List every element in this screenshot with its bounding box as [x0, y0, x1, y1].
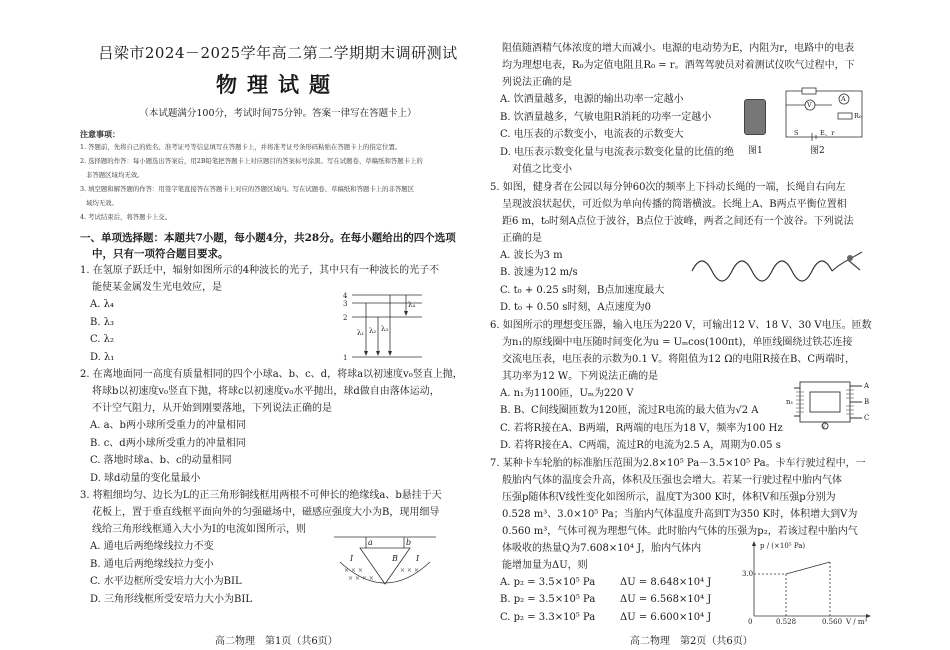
- x-tick-label: 0.528: [776, 617, 797, 626]
- question-stem: 将球b以初速度v₀竖直下抛，将球c以初速度v₀水平抛出，球d做自由落体运动，: [92, 386, 440, 397]
- option-c[interactable]: C. 落地时球a、b、c的动量相同: [90, 455, 232, 466]
- lambda-label: λ₁: [357, 329, 365, 337]
- option-c[interactable]: C. 水平边框所受安培力大小为BIL: [90, 576, 242, 587]
- question-stem: 体吸收的热量Q为7.608×10⁴ J，胎内气体内: [502, 542, 702, 554]
- coil-label: n₁: [786, 397, 794, 406]
- question-stem: 0.560 m³，气体可视为理想气体。此时胎内气体的压强为p₂，若该过程中胎内气: [502, 525, 858, 537]
- voltmeter-label: V: [822, 423, 826, 430]
- notice-item: 1. 答题前，先将自己的姓名、准考证号等信息填写在答题卡上，并将准考证号条形码粘贴在答题卡上的指定位置。: [80, 143, 402, 151]
- triangle-frame-diagram: [330, 534, 440, 596]
- question-stem: 均为理想电表，R₀为定值电阻且R₀ = r。酒驾驾驶员对着测试仪吹气过程中，下: [502, 60, 855, 71]
- terminal-label: C: [864, 413, 870, 422]
- notice-item: 域均无效。: [86, 199, 118, 207]
- x-axis-label: V / m³: [846, 617, 868, 626]
- rope-wave-diagram: [690, 246, 870, 296]
- svg-text:× × ×: × × ×: [344, 567, 363, 574]
- level-label: 1: [343, 354, 348, 362]
- option-c[interactable]: C. 若将R接在A、B两端，R两端的电压为18 V，频率为100 Hz: [500, 422, 783, 434]
- question-stem: 般胎内气体的温度会升高，体积及压强也会增大。若某一行驶过程中胎内气体: [502, 474, 842, 486]
- page-footer-right: 高二物理 第2页（共6页）: [630, 636, 753, 647]
- option-a[interactable]: A. n₁为1100匝，Uₘ为220 V: [500, 387, 634, 399]
- question-stem: 5. 如图，健身者在公园以每分钟60次的频率上下抖动长绳的一端，长绳自右向左: [490, 181, 846, 193]
- notice-item: 非答题区域均无效。: [86, 171, 144, 179]
- circuit-label: R₀: [854, 112, 862, 120]
- question-stem: 线给三角形线框通入大小为I的电流如图所示，则: [92, 524, 306, 535]
- question-stem: 呈现波浪状起伏，可近似为单向传播的简谐横波。长绳上A、B两点平衡位置相: [502, 198, 847, 210]
- option-energy: ΔU = 8.648×10⁴ J: [620, 576, 712, 588]
- question-2: [80, 367, 476, 487]
- question-7: [490, 456, 874, 629]
- transformer-diagram: [786, 378, 872, 430]
- option-a[interactable]: A. λ₄: [90, 299, 114, 310]
- option-pressure: [500, 626, 620, 628]
- question-stem: 花板上，置于垂直线框平面向外的匀强磁场中，磁感应强度大小为B，现用细导: [92, 507, 440, 518]
- exam-note: （本试题满分100分，考试时间75分钟。答案一律写在答题卡上）: [139, 108, 417, 119]
- notice-item: 4. 考试结束后，将答题卡上交。: [80, 213, 172, 221]
- question-stem: 为n₁的原线圈中电压随时间变化为u = Uₘcos(100πt)，单匝线圈绕过铁芯连接: [502, 336, 853, 348]
- thread-label: b: [406, 538, 412, 547]
- terminal-label: A: [864, 381, 870, 390]
- option-b[interactable]: B. c、d两小球所受重力的冲量相同: [90, 437, 246, 449]
- thread-label: a: [368, 538, 373, 547]
- exam-subject: 物理试题: [216, 72, 340, 97]
- option-c[interactable]: C. 电压表的示数变小，电流表的示数变大: [500, 129, 684, 140]
- option-a[interactable]: A. 波长为3 m: [500, 249, 563, 261]
- option-d-continued: 对值之比变小: [512, 164, 572, 175]
- section-heading: [80, 230, 476, 262]
- option-c[interactable]: C. λ₂: [90, 334, 114, 345]
- question-stem: 不计空气阻力，从开始到刚要落地，下列说法正确的是: [92, 403, 332, 414]
- y-tick-label: 3.0: [742, 569, 754, 578]
- question-5: [490, 180, 874, 317]
- svg-text:× × ×: × × ×: [400, 567, 419, 574]
- section-heading-line: 中，只有一项符合题目要求。: [92, 248, 229, 260]
- notice-item: 2. 选择题的作答：每小题选出答案后，用2B铅笔把答题卡上对应题目的答案标号涂黑。写在试题卷、草稿纸和答题卡上的: [80, 157, 423, 165]
- x-tick-label: 0.560: [822, 617, 843, 626]
- circuit-label: A: [841, 95, 846, 103]
- origin-label: 0: [748, 617, 753, 626]
- option-energy: ΔU = 6.600×10⁴ J: [620, 611, 712, 623]
- option-a[interactable]: A. a、b两小球所受重力的冲量相同: [90, 420, 246, 431]
- question-stem: 距6 m，t₀时刻A点位于波谷，B点位于波峰，两者之间还有一个波谷。下列说法: [502, 215, 854, 227]
- question-stem: 交流电压表，电压表的示数为0.1 V。将阻值为12 Ω的电阻R接在B、C两端时，: [502, 353, 856, 365]
- lambda-label: λ₄: [408, 301, 416, 309]
- page-right: [490, 38, 874, 628]
- question-stem: 列说法正确的是: [502, 77, 572, 88]
- option-a[interactable]: A. 通电后两绝缘线拉力不变: [90, 541, 214, 552]
- energy-level-diagram: [342, 291, 428, 363]
- notice-title: 注意事项：: [80, 129, 120, 139]
- option-d[interactable]: D. 电压表示数变化量与电流表示数变化量的比值的绝: [500, 146, 735, 158]
- figure-1-caption: 图1: [748, 146, 763, 156]
- option-d[interactable]: [490, 626, 874, 628]
- current-label: I: [416, 554, 420, 563]
- option-d[interactable]: D. 若将R接在A、C两端，流过R的电流为2.5 A，周期为0.05 s: [500, 440, 781, 451]
- option-pressure: A. p₂ = 3.5×10⁵ Pa: [500, 576, 596, 588]
- question-stem: 能增加量为ΔU，则: [502, 559, 588, 571]
- exam-title: 吕梁市2024－2025学年高二第二学期期末调研测试: [98, 44, 458, 62]
- circuit-diagram: [782, 87, 866, 143]
- option-pressure: C. p₂ = 3.3×10⁵ Pa: [500, 611, 596, 623]
- page-footer-left: 高二物理 第1页（共6页）: [215, 636, 338, 647]
- option-energy: [620, 626, 711, 628]
- circuit-label: V: [807, 101, 812, 109]
- option-b[interactable]: B. B、C间线圈匝数为120匝，流过R电流的最大值为√2 A: [500, 405, 759, 416]
- question-6: [490, 318, 874, 455]
- lambda-label: λ₂: [369, 327, 377, 335]
- level-label: 2: [343, 314, 348, 322]
- question-4: [490, 38, 874, 179]
- pv-graph: [742, 540, 874, 626]
- option-c[interactable]: C. t₀ + 0.25 s时刻，B点加速度最大: [500, 284, 665, 296]
- field-label: B: [392, 554, 398, 563]
- circuit-label: S: [794, 129, 799, 137]
- notice-list: [80, 140, 476, 224]
- circuit-label: E、r: [820, 129, 835, 137]
- current-label: I: [350, 554, 354, 563]
- terminal-label: B: [864, 397, 870, 406]
- option-b[interactable]: B. 波速为12 m/s: [500, 267, 578, 278]
- notice-item: 3. 填空题和解答题的作答：用签字笔直接答在答题卡上对应的答题区域内。写在试题卷、草稿纸和答题卡上的非答题区: [80, 185, 415, 193]
- option-energy: ΔU = 6.568×10⁴ J: [620, 594, 712, 605]
- question-stem: 1. 在氢原子跃迁中，辐射如图所示的4种波长的光子，其中只有一种波长的光子不: [80, 265, 440, 276]
- y-axis-label: p / (×10⁵ Pa): [760, 541, 806, 550]
- figure-2-caption: 图2: [810, 146, 825, 156]
- option-pressure: B. p₂ = 3.5×10⁵ Pa: [500, 594, 596, 605]
- option-d[interactable]: D. 三角形线框所受安培力大小为BIL: [90, 593, 252, 605]
- option-d[interactable]: D. λ₁: [90, 351, 115, 363]
- question-stem: 0.528 m³、3.0×10⁵ Pa；当胎内气体温度升高到T为350 K时，体积增大到V为: [502, 508, 858, 520]
- question-stem: 阻值随酒精气体浓度的增大而减小。电源的电动势为E，内阻为r，电路中的电表: [502, 43, 855, 54]
- option-d[interactable]: D. t₀ + 0.50 s时刻，A点速度为0: [500, 302, 651, 313]
- option-b[interactable]: B. 通电后两绝缘线拉力变小: [90, 558, 214, 570]
- level-label: 4: [343, 292, 348, 300]
- question-stem: 正确的是: [502, 232, 542, 244]
- question-stem: 6. 如图所示的理想变压器，输入电压为220 V，可输出12 V、18 V、30 V电压。匝数: [490, 319, 872, 331]
- option-b[interactable]: B. λ₃: [90, 316, 115, 328]
- question-stem: [490, 38, 874, 40]
- question-stem: 压强p随体积V线性变化如图所示，温度T为300 K时，体积V和压强p分别为: [502, 491, 836, 503]
- section-heading-line: 一、单项选择题：本题共7小题，每小题4分，共28分。在每小题给出的四个选项: [80, 232, 456, 244]
- option-a[interactable]: A. 饮酒量越多，电源的输出功率一定越小: [500, 94, 684, 105]
- lambda-label: λ₃: [381, 325, 389, 333]
- option-d[interactable]: D. 球d动量的变化量最小: [90, 472, 201, 484]
- svg-text:× × × ×: × × × ×: [348, 575, 374, 582]
- option-b[interactable]: B. 饮酒量越多，气敏电阻R消耗的功率一定越小: [500, 111, 712, 123]
- question-stem: 7. 某种卡车轮胎的标准胎压范围为2.8×10⁵ Pa－3.5×10⁵ Pa。卡车行驶过程中，一: [490, 457, 866, 469]
- question-stem: 3. 将粗细均匀、边长为L的正三角形铜线框用两根不可伸长的绝缘线a、b悬挂于天: [80, 490, 442, 501]
- question-1: [80, 263, 476, 366]
- question-stem: 2. 在离地面同一高度有质量相同的四个小球a、b、c、d，将球a以初速度v₀竖直上抛，: [80, 369, 463, 380]
- question-3: [80, 488, 476, 608]
- level-label: 3: [343, 300, 348, 308]
- question-stem: 能使某金属发生光电效应，是: [92, 282, 222, 293]
- question-stem: 其功率为12 W。下列说法正确的是: [502, 370, 659, 382]
- page-left: [80, 38, 476, 628]
- breathalyzer-device: [744, 99, 766, 135]
